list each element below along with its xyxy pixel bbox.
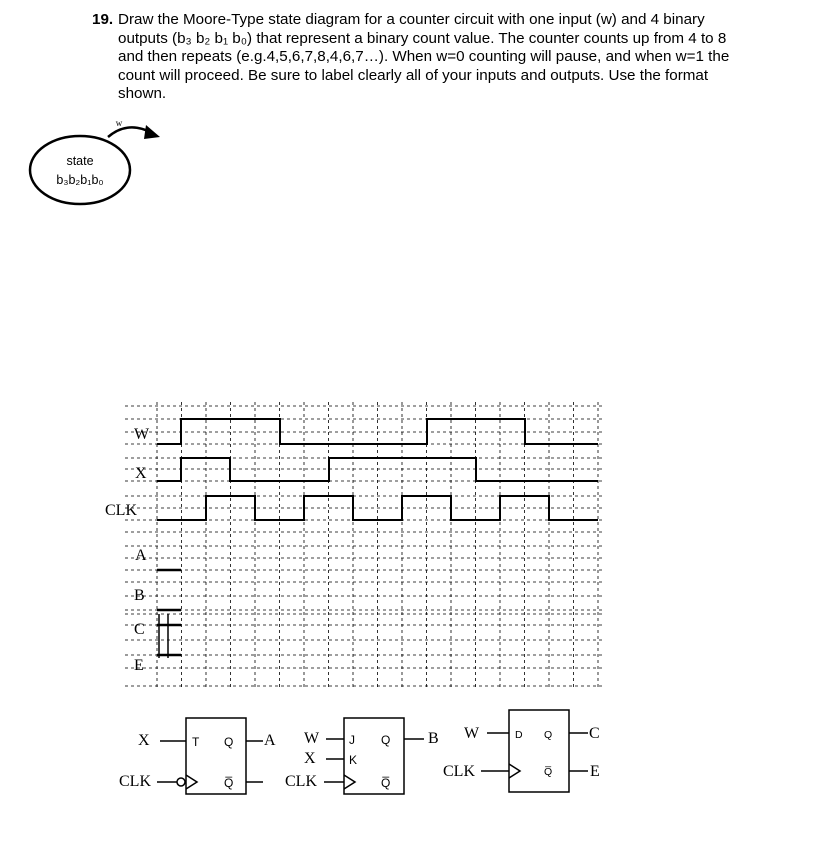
t-input-label: X xyxy=(138,732,150,749)
d-pin-qbar: Q̅ xyxy=(544,766,553,778)
jk-k-input-label: X xyxy=(304,750,316,767)
jk-clk-label: CLK xyxy=(285,773,317,790)
transition-arrowhead xyxy=(144,125,160,139)
signal-label-x: X xyxy=(135,465,147,482)
t-pin-qbar: Q̅ xyxy=(224,776,234,790)
t-clk-triangle xyxy=(186,775,197,789)
d-clk-triangle xyxy=(509,764,520,778)
jk-j-input-label: W xyxy=(304,730,320,747)
jk-pin-j: J xyxy=(349,733,355,747)
signal-label-w: W xyxy=(134,426,150,443)
d-qbar-output-label: E xyxy=(590,763,600,780)
d-q-output-label: C xyxy=(589,725,600,742)
state-outputs-label: b₃b₂b₁b₀ xyxy=(56,173,104,187)
signal-label-a: A xyxy=(135,547,147,564)
signal-label-e: E xyxy=(134,657,144,674)
state-bubble xyxy=(30,136,130,204)
d-clk-label: CLK xyxy=(443,763,475,780)
d-input-label: W xyxy=(464,725,480,742)
transition-input-label: w xyxy=(115,118,123,128)
t-clk-inverter-bubble xyxy=(177,778,185,786)
jk-flipflop xyxy=(285,718,439,794)
d-flipflop xyxy=(443,710,600,792)
d-pin-d: D xyxy=(515,729,523,741)
t-pin-q: Q xyxy=(224,735,234,749)
d-pin-q: Q xyxy=(544,729,553,741)
question-text: Draw the Moore-Type state diagram for a counter circuit with one input (w) and 4 binary outputs (b₃ b₂ b₁ b₀) that represent a binary count value. The counter counts up from 4 to 8 and then repeats (e.g.4,5,6,7,8,4,6,7…). When w=0 counting will pause, and when w=1 the count will proceed. Be sure to label clearly all of your inputs and outputs. Use the format shown. xyxy=(118,11,730,103)
state-label: state xyxy=(66,154,94,168)
jk-pin-q: Q xyxy=(381,733,391,747)
jk-output-label: B xyxy=(428,730,439,747)
jk-pin-qbar: Q̅ xyxy=(381,776,391,790)
d-flipflop-body xyxy=(509,710,569,792)
jk-pin-k: K xyxy=(349,753,358,767)
timing-diagram xyxy=(105,402,605,688)
question-number: 19. xyxy=(92,11,114,28)
t-clk-label: CLK xyxy=(119,773,151,790)
t-flipflop xyxy=(119,718,276,794)
jk-clk-triangle xyxy=(344,775,355,789)
state-format-example xyxy=(30,118,160,204)
signal-label-b: B xyxy=(134,587,145,604)
t-output-label: A xyxy=(264,732,276,749)
signal-label-clk: CLK xyxy=(105,502,137,519)
signal-label-c: C xyxy=(134,621,145,638)
t-pin-t: T xyxy=(192,735,200,749)
